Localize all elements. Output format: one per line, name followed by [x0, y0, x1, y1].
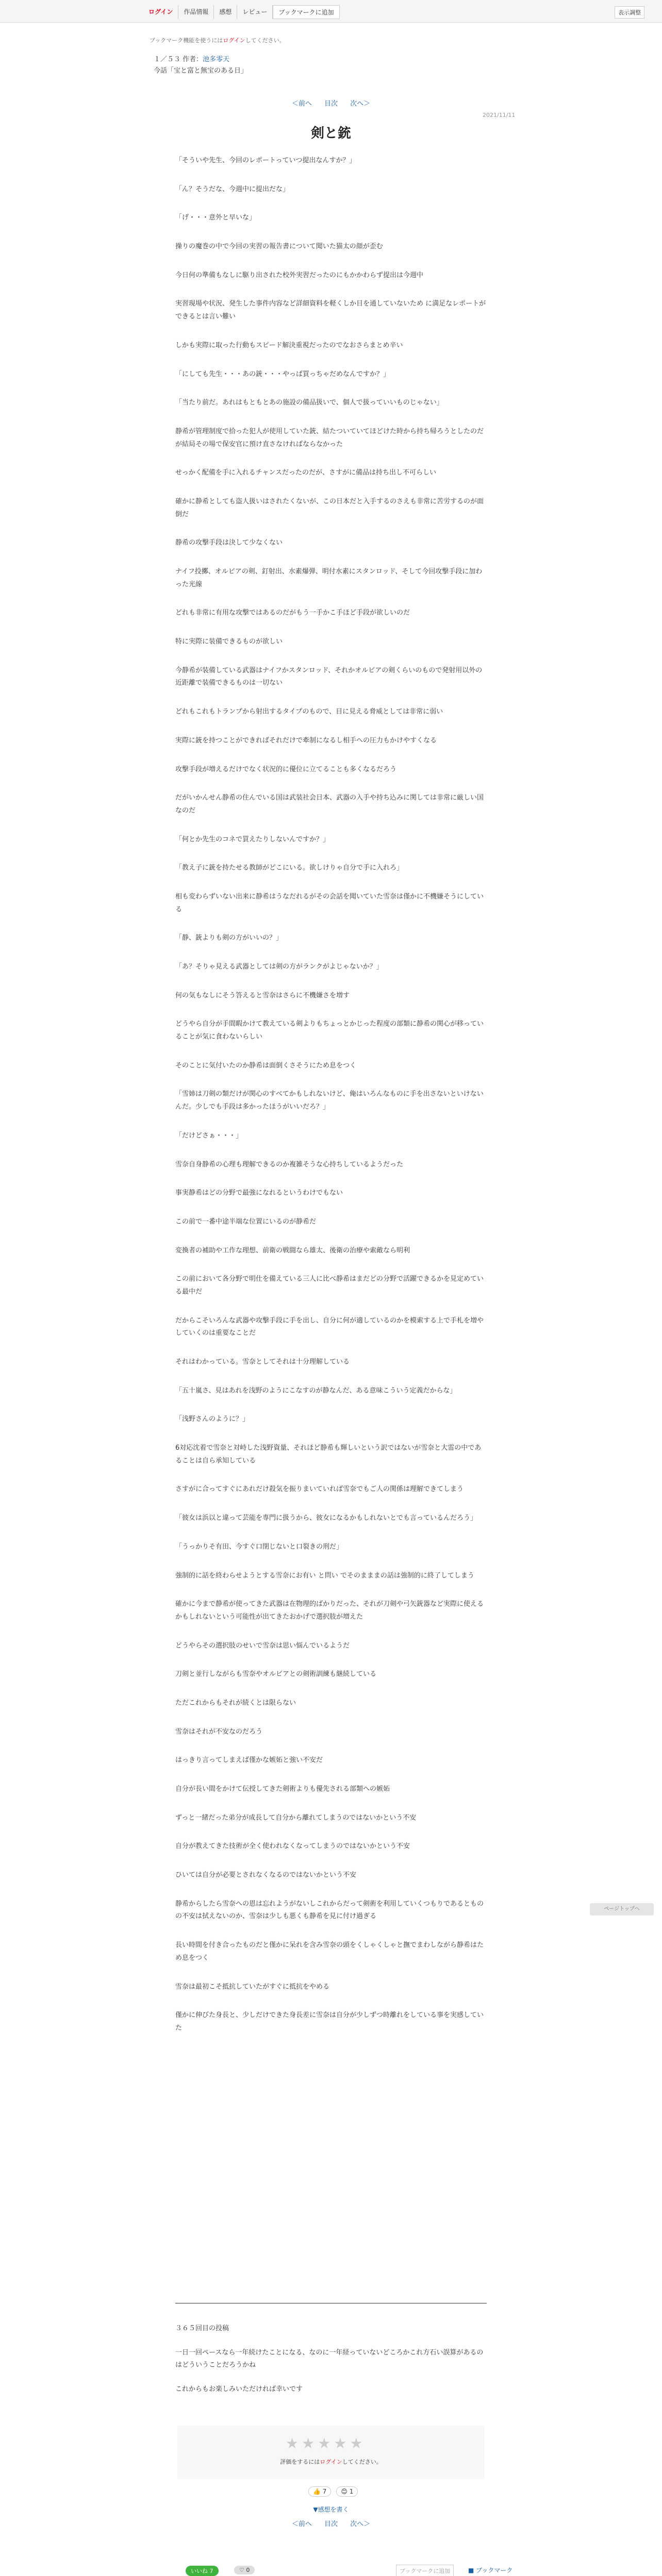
pager-top [0, 98, 662, 108]
body-paragraph: 確かに静希としても盗人扱いはされたくないが、この日本だと入手するのさえも非常に苦労するのが面倒だ [175, 497, 484, 518]
review-link[interactable]: 感想 [214, 5, 237, 19]
next-link-bottom[interactable]: 次へ＞ [350, 2520, 371, 2528]
body-paragraph: 「にしても先生・・・あの銃・・・やっぱ買っちゃだめなんですか？」 [175, 370, 390, 378]
body-paragraph: しかも実際に取った行動もスピード解決重視だったのでなおさらまとめ辛い [175, 341, 403, 349]
afterword-paragraph: ３６５回目の投稿 [175, 2325, 229, 2332]
page-top-button[interactable]: ページトップへ [590, 1903, 654, 1916]
body-paragraph: 実習現場や状況、発生した事件内容など詳細資料を軽くしか目を通していないため に満足なレポートができるとは言い難い [175, 300, 486, 321]
body-paragraph: 今日何の準備もなしに駆り出された校外実習だったのにもかかわらず提出は今週中 [175, 271, 424, 279]
next-link[interactable]: 次へ＞ [350, 100, 371, 108]
body-paragraph: 雪奈はそれが不安なのだろう [175, 1727, 263, 1736]
body-paragraph: だがいかんせん静希の住んでいる国は武装社会日本、武器の入手や持ち込みに関しては非常に厳しい国なのだ [175, 794, 484, 815]
body-paragraph: 「あ？そりゃ見える武器としては剣の方がランクがよじゃないか？」 [175, 963, 383, 971]
body-paragraph: どうやら自分が手間暇かけて教えている剣よりもちょっとかじった程度の部類に静希の関心が移っていることが気に食わないらしい [175, 1020, 484, 1041]
body-paragraph: 「そういや先生、今回のレポートっていつ提出なんすか？」 [175, 157, 356, 164]
body-paragraph: さすがに合ってすぐにあれだけ殺気を振りまいていれば雪奈でもご人の関係は理解できてしまう [175, 1485, 464, 1494]
body-paragraph: どれも非常に有用な攻撃ではあるのだがもう一手かこ手ほど手段が欲しいのだ [175, 609, 410, 617]
body-paragraph: 強制的に話を終わらせようとする雪奈にお有い と問い でそのまままの話は強制的に終了してしまう [175, 1571, 474, 1580]
rating-note: 評価をするにはログインしてください。 [280, 2459, 382, 2465]
body-paragraph: 確かに今まで静希が使ってきた武器は在物理的ばかりだった、それが刀剣や弓矢銃器など実際に使えるかもしれないという可能性が出てきたおかげで選択肢が増えた [175, 1600, 484, 1621]
bookmark-add-button[interactable]: ブックマークに追加 [273, 5, 339, 19]
reaction-thumbs[interactable]: 👍 7 [308, 2486, 331, 2497]
body-paragraph: 攻撃手段が増えるだけでなく状況的に優位に立てることも多くなるだろう [175, 765, 397, 773]
like-button[interactable]: いいね 7 [186, 2566, 219, 2576]
body-paragraph: 何の気もなしにそう答えると雪奈はさらに不機嫌さを増す [175, 991, 350, 999]
body-paragraph: 静希からしたら雪奈への恩は忘れようがないしこれからだって剣術を利用していくつもりであるとものの不安は拭えないのか、雪奈は少しも悪くも静希を見に付け過ぎる [175, 1900, 484, 1921]
top-nav [143, 5, 340, 19]
body-paragraph: 自分が教えてきた技術が全く使われなくなってしまうのではないかという不安 [175, 1842, 410, 1851]
body-paragraph: ずっと一緒だった弟分が成長して自分から離れてしまうのではないかという不安 [175, 1814, 417, 1822]
bookmark-link[interactable]: ■ ブックマーク [468, 2567, 513, 2574]
write-review-link[interactable]: ▼感想を書く [313, 2506, 349, 2513]
body-paragraph: 「雪姉は刀剣の類だけが関心のすべてかもしれないけど、俺はいろんなものに手を出さないといけないんだ。少しでも手段は多かったほうがいいだろ？」 [175, 1090, 484, 1111]
body-paragraph: 特に実際に装備できるものが欲しい [175, 638, 283, 646]
body-paragraph: 雪奈は最初こそ抵抗していたがすぐに抵抗をやめる [175, 1982, 330, 1991]
series-info: １／５３ 作者：池多零天 [154, 56, 230, 63]
body-paragraph: それはわかっている。雪奈としてそれは十分理解している [175, 1358, 350, 1366]
body-paragraph: せっかく配備を手に入れるチャンスだったのだが、さすがに備品は持ち出し不可らしい [175, 469, 436, 477]
body-paragraph: 今静希が装備している武器はナイフかスタンロッド、それかオルビアの剣くらいのもので発射用以外の近距離で装備できるものは一切ない [175, 666, 483, 687]
rating-stars[interactable]: ★★★★★ [286, 2435, 366, 2452]
pager-bottom [0, 2518, 662, 2528]
reactions [308, 2486, 358, 2497]
bottom-action-bar [143, 2564, 519, 2576]
episode-counter: １／５３ [154, 56, 181, 63]
body-paragraph: どうやらその選択肢のせいで雪奈は思い悩んでいるようだ [175, 1641, 350, 1650]
prev-link-bottom[interactable]: ＜前へ [291, 2520, 312, 2528]
toc-link-bottom[interactable]: 目次 [324, 2520, 338, 2528]
body-paragraph: だからこそいろんな武器や攻撃手段に手を出し、自分に何が適しているのかを模索する上で手札を増やしていくのは重要なことだ [175, 1316, 484, 1337]
body-paragraph: 事実静希はどの分野で最強になれるというわけでもない [175, 1189, 343, 1197]
body-paragraph: この前において各分野で明仕を備えている三人に比べ静希はまだどの分野で活躍できるかを見定めている最中だ [175, 1275, 484, 1296]
body-paragraph: 「浅野さんのように？」 [175, 1415, 250, 1423]
episode-title: 剣と銃 [310, 126, 351, 141]
post-date: 2021/11/11 [483, 112, 516, 118]
afterword [175, 2323, 487, 2408]
body-paragraph: 「何とか先生のコネで買えたりしないんですか？」 [175, 835, 330, 843]
body-paragraph: はっきり言ってしまえば僅かな嫉妬と強い不安だ [175, 1756, 323, 1765]
series-title: 今話「宝と富と無宝のある日」 [154, 67, 248, 75]
body-paragraph: そのことに気付いたのか静希は面倒くさそうにため息をつく [175, 1061, 357, 1070]
body-paragraph: 静希の攻撃手段は決して少なくない [175, 539, 283, 547]
body-paragraph: 6対応沈着で雪奈と対峙した浅野資量、それほど静希も輝しいという訳ではないが雪奈と大雷の中であることは自ら承知している [175, 1444, 482, 1465]
bookmark-add-button-bottom[interactable]: ブックマークに追加 [396, 2565, 454, 2576]
body-paragraph: 長い時間を付き合ったものだと僅かに呆れを含み雪奈の頭をくしゃくしゃと撫でまわしながら静希はため息をつく [175, 1941, 484, 1962]
top-bar [0, 0, 662, 23]
body-paragraph: 「ん？そうだな、今週中に提出だな」 [175, 185, 290, 193]
toc-link[interactable]: 目次 [324, 100, 338, 108]
afterword-paragraph: これからもお楽しみいただければ幸いです [175, 2385, 303, 2394]
body-paragraph: 自分が長い間をかけて伝授してきた剣術よりも優先される部類への嫉妬 [175, 1785, 390, 1793]
display-settings-button[interactable]: 表示調整 [615, 6, 644, 19]
body-paragraph: 雪奈自身静希の心理も理解できるのか複雑そうな心持ちしているようだった [175, 1160, 404, 1168]
body-paragraph: 相も変わらずいない出来に静希はうなだれるがその会話を聞いていた雪奈は僅かに不機嫌そうにしている [175, 892, 484, 913]
body-paragraph: 「当たり前だ。あれはもともとあの施設の備品扱いで、個人で扱っていいものじゃない」 [175, 399, 443, 407]
body-paragraph: ナイフ投擲、オルビアの剣、釘射出、水素爆弾、明付水素にスタンロッド、そして今回攻撃手段に加わった光線 [175, 568, 483, 588]
login-inline-link[interactable]: ログイン [223, 37, 245, 44]
heart-button[interactable]: ♡ 0 [234, 2566, 255, 2574]
body-paragraph: 実際に銃を持つことができればそれだけで牽制になるし相手への圧力もかけやすくなる [175, 736, 437, 744]
body-paragraph: この前で一番中途半端な位置にいるのが静希だ [175, 1217, 317, 1226]
body-paragraph: 「うっかりそ有田、今すぐ口閉じないと口裂きの刑だ」 [175, 1543, 343, 1551]
author-link[interactable]: 池多零天 [203, 56, 230, 63]
body-paragraph: 刀剣と並行しながらも雪奈やオルビアとの剣術訓練も継続している [175, 1670, 377, 1679]
body-paragraph: ひいては自分が必要とされなくなるのではないかという不安 [175, 1871, 357, 1879]
body-paragraph: 静希が管理制度で拾った犯人が使用していた銃、結たついていてほどけた時から持ち帰ろうとしたのだが結局その場で保安官に預け直さなければならなかった [175, 427, 484, 448]
body-paragraph: 「静、銃よりも剣の方がいいの？」 [175, 934, 283, 942]
body-paragraph: 僅かに伸びた身長と、少しだけできた身長差に雪奈は自分が少しずつ時離れをしている事を実感していた [175, 2011, 484, 2032]
body-paragraph: 変換者の補助や工作な理想、前衛の戦闘なら雄太、後衛の治療や索敵なら明利 [175, 1246, 410, 1255]
reaction-smile[interactable]: 😊 1 [336, 2486, 358, 2497]
body-paragraph: 「彼女は浜以と違って芸能を専門に扱うから、彼女になるかもしれないとでも言っているんだろう」 [175, 1514, 477, 1522]
body-paragraph: 「五十嵐さ、見はあれを浅野のようにこなすのが静なんだ、ある意味こういう定義だからな」 [175, 1386, 457, 1395]
rating-box [177, 2426, 485, 2479]
afterword-paragraph: 一日一回ペースなら一年続けたことになる、なのに一年経っていないどころかこれ方石い誤算があるのはどういうことだろうかね [175, 2348, 484, 2369]
body-paragraph: 「げ・・・意外と早いな」 [175, 214, 256, 222]
login-link[interactable]: ログイン [143, 5, 178, 19]
review2-link[interactable]: レビュー [237, 5, 273, 19]
prev-link[interactable]: ＜前へ [291, 100, 312, 108]
body-paragraph: ただこれからもそれが続くとは限らない [175, 1699, 296, 1707]
episode-body [175, 155, 487, 2051]
work-info-link[interactable]: 作品情報 [178, 5, 214, 19]
body-paragraph: 操りの魔巻の中で今回の実習の報告書について聞いた猫太の顔が歪む [175, 243, 383, 251]
body-paragraph: 「だけどさぁ・・・」 [175, 1131, 243, 1140]
bookmark-note: ブックマーク機能を使うにはログインしてください。 [150, 37, 285, 44]
body-paragraph: 「教え子に銃を持たせる教師がどこにいる。欲しけりゃ自分で手に入れろ」 [175, 864, 404, 872]
body-paragraph: どれもこれもトランプから射出するタイプのもので、目に見える脅威としては非常に弱い [175, 708, 443, 716]
rating-login-link[interactable]: ログイン [320, 2459, 342, 2465]
